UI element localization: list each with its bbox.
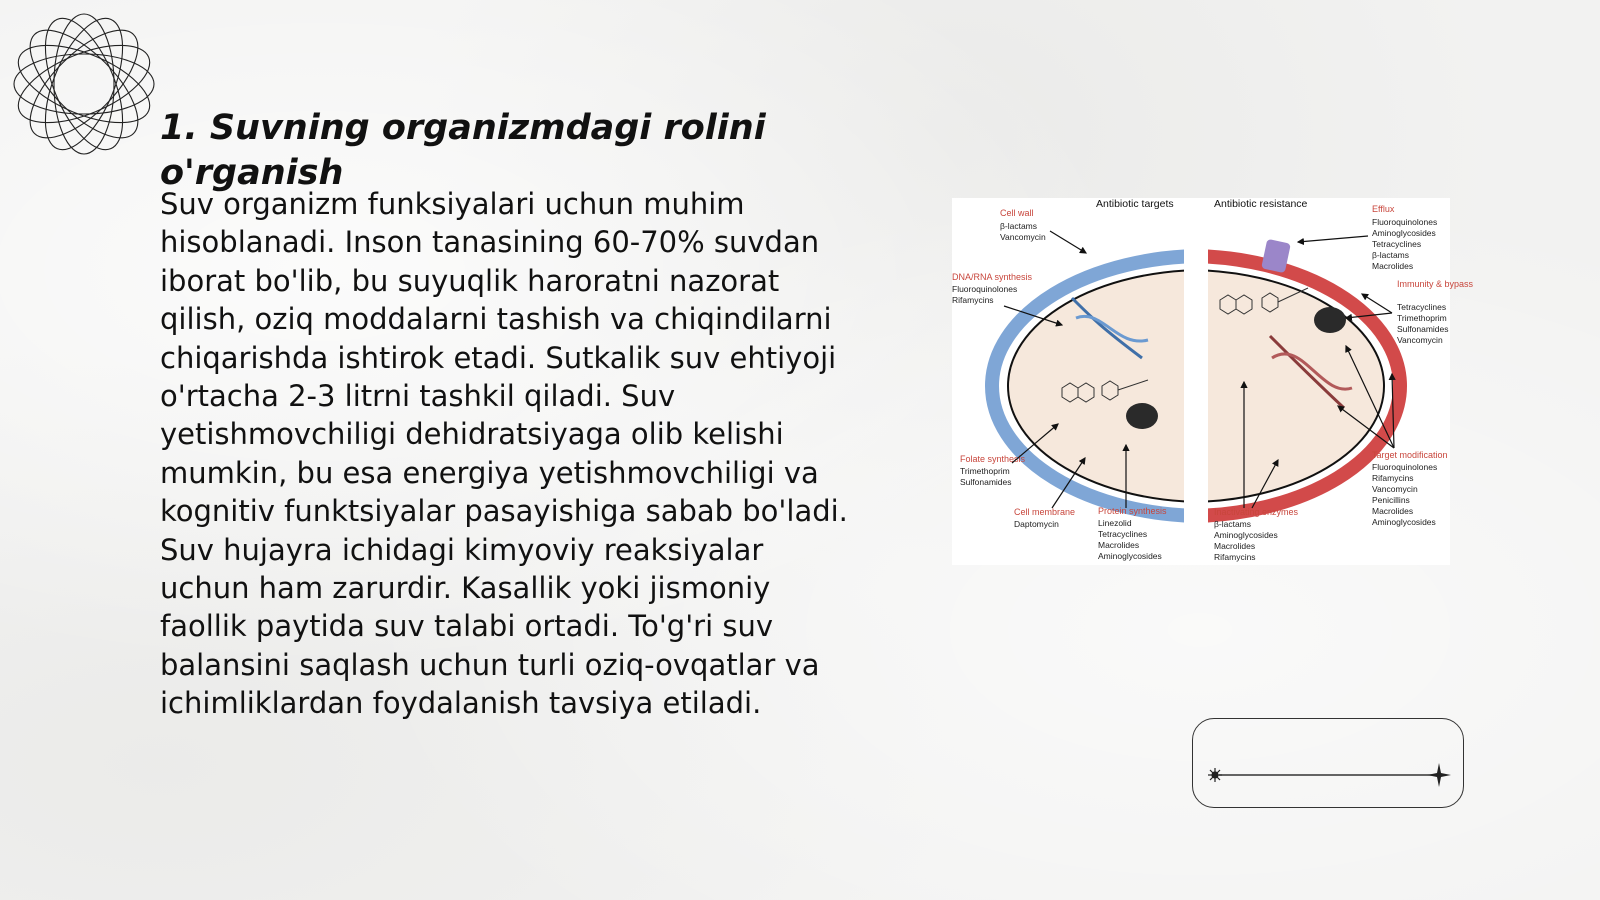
group-item: Aminoglycosides: [1372, 517, 1436, 527]
group-item: β-lactams: [1372, 250, 1410, 260]
diagram-heading-resistance: Antibiotic resistance: [1214, 198, 1308, 210]
slide-body-text: Suv organizm funksiyalari uchun muhim hisoblanadi. Inson tanasining 60-70% suvdan iborat bo'lib, bu suyuqlik haroratni nazorat qilish, oziq moddalarni tashish va chiqindilarni chiqarishda ishtirok etadi. Sutkalik suv ehtiyoji o'rtacha 2-3 litrni tashkil qiladi. Suv yetishmovchiligi dehidratsiyaga olib kelishi mumkin, bu esa energiya yetishmovchiligi va kognitiv funktsiyalar pasayishiga sabab bo'ladi. Suv hujayra ichidagi kimyoviy reaksiyalar uchun ham zarurdir. Kasallik yoki jismoniy faollik paytida suv talabi ortadi. To'g'ri suv balansini saqlash uchun turli oziq-ovqatlar va ichimliklardan foydalanish tavsiya etiladi.: [160, 187, 848, 721]
sun-burst-icon: [1208, 768, 1222, 782]
group-title: Inactivating enzymes: [1214, 507, 1299, 517]
group-item: Tetracyclines: [1098, 529, 1148, 539]
group-title: Protein synthesis: [1098, 506, 1167, 516]
diagram-heading-targets: Antibiotic targets: [1096, 198, 1174, 210]
group-item: Trimethoprim: [960, 466, 1010, 476]
group-item: Aminoglycosides: [1214, 530, 1278, 540]
group-title: DNA/RNA synthesis: [952, 272, 1033, 282]
antibiotic-diagram: [952, 198, 1474, 565]
group-item: Rifamycins: [952, 295, 994, 305]
group-item: Penicillins: [1372, 495, 1410, 505]
group-title: Immunity & bypass: [1397, 279, 1474, 289]
group-item: Daptomycin: [1014, 519, 1059, 529]
group-item: Vancomycin: [1000, 232, 1046, 242]
sparkle-star-icon: [1427, 763, 1451, 787]
concentric-orbit-rings-icon: [10, 10, 158, 158]
group-item: Linezolid: [1098, 518, 1132, 528]
group-item: Macrolides: [1214, 541, 1256, 551]
ribosome-icon: [1314, 307, 1346, 333]
group-item: Vancomycin: [1372, 484, 1418, 494]
group-item: Sulfonamides: [1397, 324, 1449, 334]
group-title: Cell wall: [1000, 208, 1034, 218]
group-item: Rifamycins: [1214, 552, 1256, 562]
group-item: Trimethoprim: [1397, 313, 1447, 323]
group-title: Target modification: [1372, 450, 1448, 460]
group-item: Macrolides: [1372, 506, 1414, 516]
group-item: β-lactams: [1214, 519, 1252, 529]
group-item: Fluoroquinolones: [952, 284, 1018, 294]
group-title: Efflux: [1372, 204, 1395, 214]
group-item: Tetracyclines: [1397, 302, 1447, 312]
group-item: Sulfonamides: [960, 477, 1012, 487]
group-item: Tetracyclines: [1372, 239, 1422, 249]
group-item: β-lactams: [1000, 221, 1038, 231]
timeline-card: [1192, 718, 1464, 808]
group-title: Folate synthesis: [960, 454, 1026, 464]
group-item: Aminoglycosides: [1098, 551, 1162, 561]
group-item: Macrolides: [1372, 261, 1414, 271]
group-item: Rifamycins: [1372, 473, 1414, 483]
ribosome-icon: [1126, 403, 1158, 429]
group-item: Macrolides: [1098, 540, 1140, 550]
group-title: Cell membrane: [1014, 507, 1076, 517]
slide-title: 1. Suvning organizmdagi rolini o'rganish: [160, 108, 766, 193]
group-item: Fluoroquinolones: [1372, 217, 1438, 227]
group-item: Vancomycin: [1397, 335, 1443, 345]
group-item: Aminoglycosides: [1372, 228, 1436, 238]
group-item: Fluoroquinolones: [1372, 462, 1438, 472]
